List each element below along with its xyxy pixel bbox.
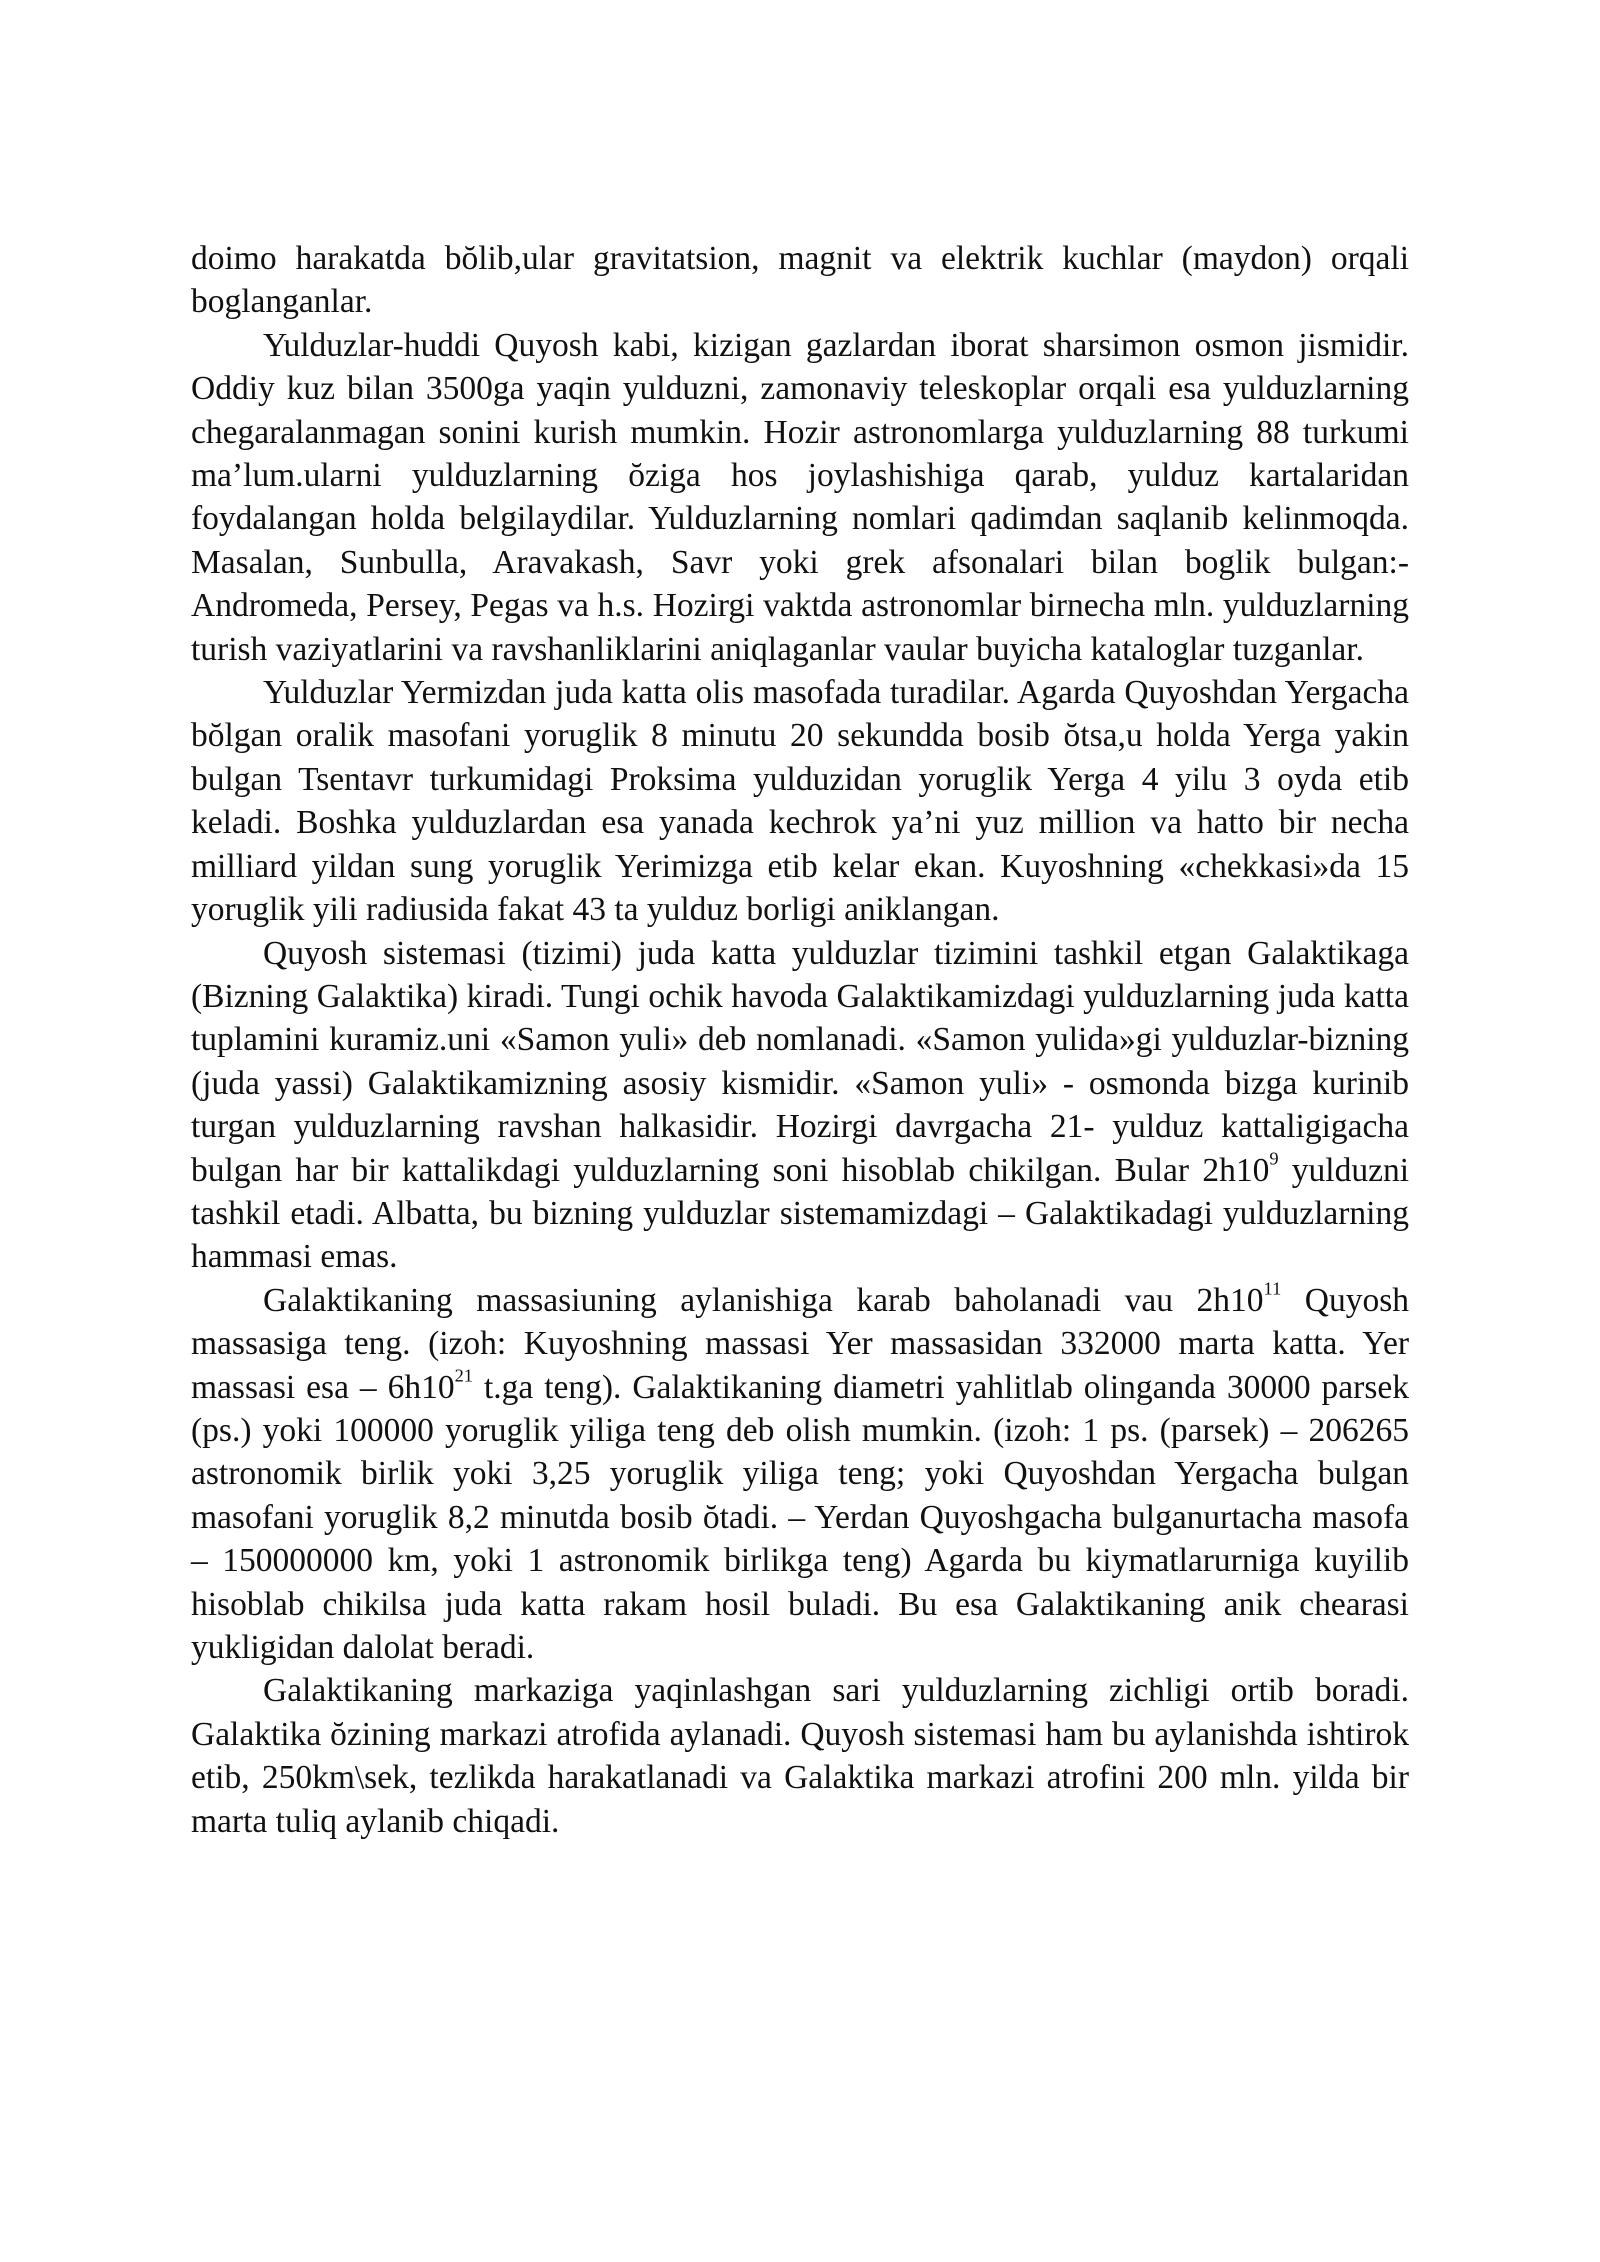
paragraph-text: doimo harakatda bŏlib,ular gravitatsion, magnit va elektrik kuchlar (maydon) orqali boglanganlar.: [191, 240, 1409, 321]
paragraph: [191, 671, 1409, 931]
paragraph-text: t.ga teng). Galaktikaning diametri yahlitlab olinganda 30000 parsek (ps.) yoki 100000 yoruglik yiliga teng deb olish mumkin. (izoh: 1 ps. (parsek) – 206265 astronomik birlik yoki 3,25 yoruglik yiliga teng; yoki Quyoshdan Yergacha bulgan masofani yoruglik 8,2 minutda bosib ŏtadi. – Yerdan Quyoshgacha bulganurtacha masofa – 150000000 km, yoki 1 astronomik birlikga teng) Agarda bu kiymatlarurniga kuyilib hisoblab chikilsa juda katta rakam hosil buladi. Bu esa Galaktikaning anik chearasi yukligidan dalolat beradi.: [191, 1368, 1409, 1666]
paragraph: [191, 1669, 1409, 1843]
paragraph: [191, 324, 1409, 671]
paragraph-text: Galaktikaning massasiuning aylanishiga karab baholanadi vau 2h10: [263, 1281, 1264, 1319]
paragraph-text: yulduzni tashkil etadi. Albatta, bu bizning yulduzlar sistemamizdagi – Galaktikadagi yulduzlarning hammasi emas.: [191, 1151, 1410, 1276]
superscript-exponent: 21: [454, 1364, 473, 1385]
paragraph-text: Yulduzlar Yermizdan juda katta olis masofada turadilar. Agarda Quyoshdan Yergacha bŏlgan oralik masofani yoruglik 8 minutu 20 sekundda bosib ŏtsa,u holda Yerga yakin bulgan Tsentavr turkumidagi Proksima yulduzidan yoruglik Yerga 4 yilu 3 oyda etib keladi. Boshka yulduzlardan esa yanada kechrok ya’ni yuz million va hatto bir necha milliard yildan sung yoruglik Yerimizga etib kelar ekan. Kuyoshning «chekkasi»da 15 yoruglik yili radiusida fakat 43 ta yulduz borligi aniklangan.: [191, 674, 1409, 929]
paragraph-text: Quyosh massasiga teng. (izoh: Kuyoshning massasi Yer massasidan 332000 marta katta. Yer massasi esa – 6h10: [191, 1281, 1409, 1406]
document-body: [191, 237, 1409, 1843]
paragraph-text: Quyosh sistemasi (tizimi) juda katta yulduzlar tizimini tashkil etgan Galaktikaga (Bizning Galaktika) kiradi. Tungi ochik havoda Galaktikamizdagi yulduzlarning juda katta tuplamini kuramiz.uni «Samon yuli» deb nomlanadi. «Samon yulida»gi yulduzlar-bizning (juda yassi) Galaktikamizning asosiy kismidir. «Samon yuli» - osmonda bizga kurinib turgan yulduzlarning ravshan halkasidir. Hozirgi davrgacha 21- yulduz kattaligigacha bulgan har bir kattalikdagi yulduzlarning soni hisoblab chikilgan. Bular 2h10: [191, 934, 1409, 1189]
paragraph-text: Galaktikaning markaziga yaqinlashgan sari yulduzlarning zichligi ortib boradi. Galaktika ŏzining markazi atrofida aylanadi. Quyosh sistemasi ham bu aylanishda ishtirok etib, 250km\sek, tezlikda harakatlanadi va Galaktika markazi atrofini 200 mln. yilda bir marta tuliq aylanib chiqadi.: [191, 1672, 1409, 1840]
paragraph: [191, 932, 1409, 1279]
paragraph: [191, 237, 1409, 324]
paragraph-text: Yulduzlar-huddi Quyosh kabi, kizigan gazlardan iborat sharsimon osmon jismidir. Oddiy kuz bilan 3500ga yaqin yulduzni, zamonaviy teleskoplar orqali esa yulduzlarning chegaralanmagan sonini kurish mumkin. Hozir astronomlarga yulduzlarning 88 turkumi ma’lum.ularni yulduzlarning ŏziga hos joylashishiga qarab, yulduz kartalaridan foydalangan holda belgilaydilar. Yulduzlarning nomlari qadimdan saqlanib kelinmoqda. Masalan, Sunbulla, Aravakash, Savr yoki grek afsonalari bilan boglik bulgan:- Andromeda, Persey, Pegas va h.s. Hozirgi vaktda astronomlar birnecha mln. yulduzlarning turish vaziyatlarini va ravshanliklarini aniqlaganlar vaular buyicha kataloglar tuzganlar.: [191, 326, 1409, 668]
paragraph: [191, 1279, 1409, 1670]
superscript-exponent: 11: [1263, 1278, 1282, 1299]
superscript-exponent: 9: [1269, 1147, 1279, 1168]
